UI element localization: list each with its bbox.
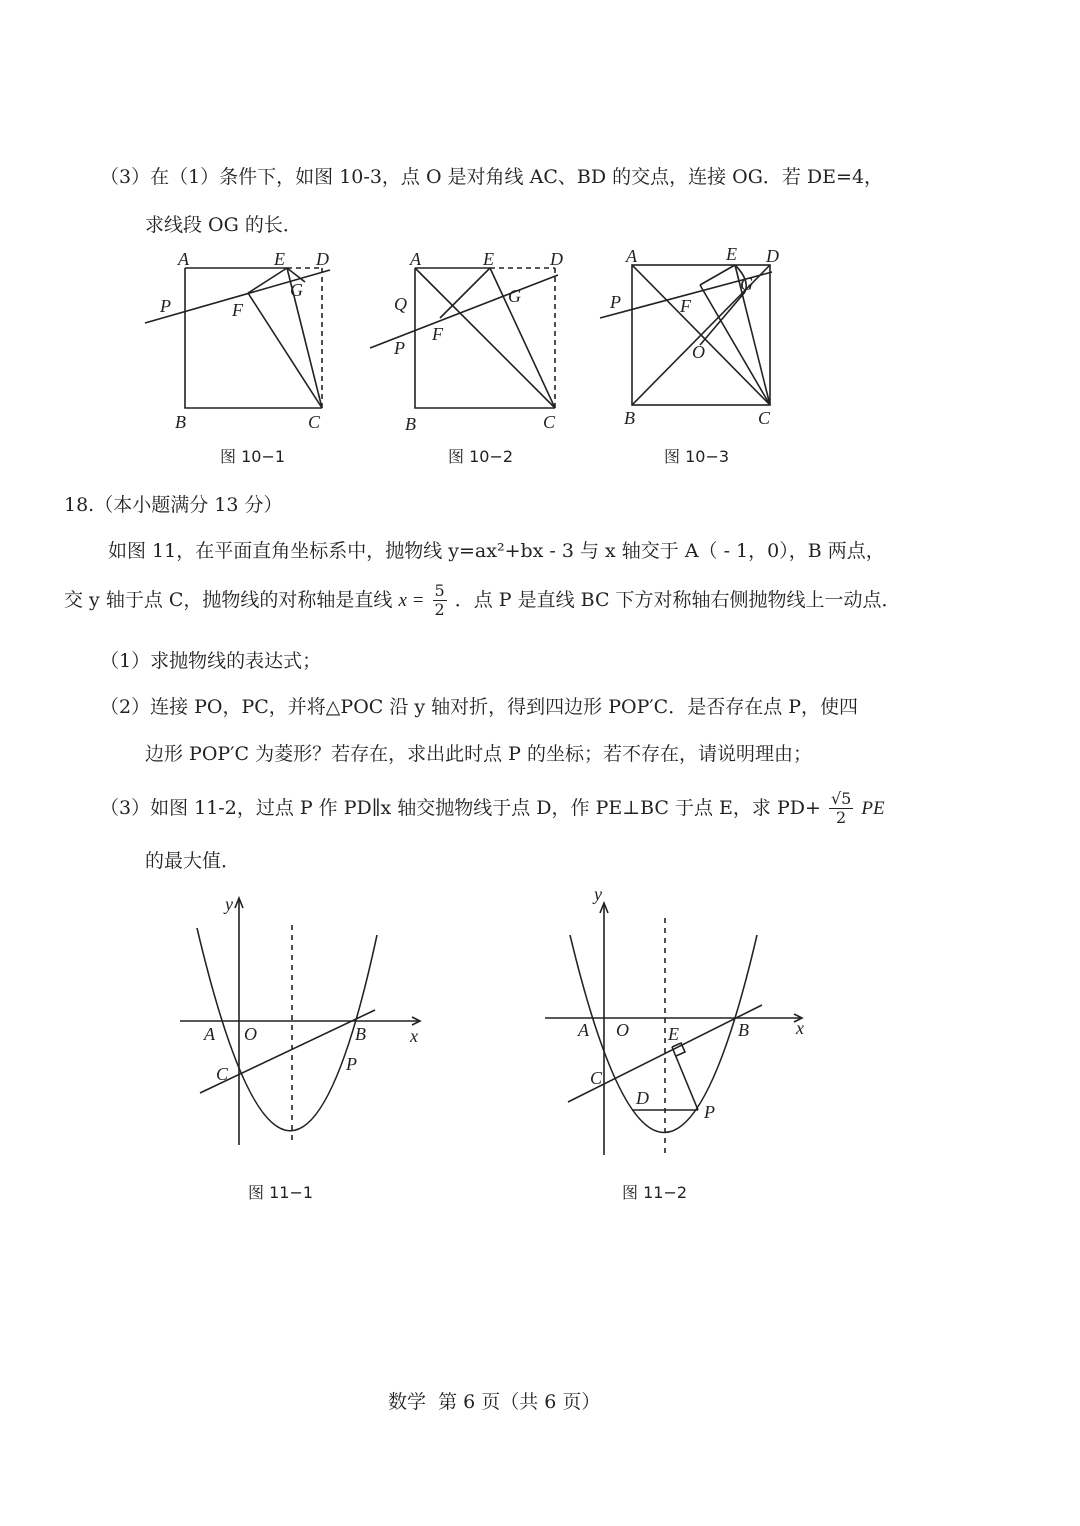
label-A: A — [178, 249, 189, 269]
label-B: B — [738, 1020, 749, 1040]
label-P: P — [346, 1054, 357, 1074]
label-B: B — [355, 1024, 366, 1044]
label-P: P — [610, 292, 621, 312]
label-C: C — [216, 1064, 229, 1084]
label-D: D — [766, 246, 779, 266]
label-O: O — [616, 1020, 629, 1040]
label-P: P — [704, 1102, 715, 1122]
label-D: D — [316, 249, 329, 269]
q18-part3-line2: 的最大值． — [145, 850, 241, 872]
caption-fig-11-1: 图 11−1 — [248, 1183, 314, 1202]
label-F: F — [680, 296, 691, 316]
q18-part3-line1-b: PE — [861, 797, 885, 819]
label-C: C — [308, 412, 321, 432]
fraction-5-over-2 — [433, 582, 447, 620]
q17-part3-line1: （3）在（1）条件下，如图 10-3，点 O 是对角线 AC、BD 的交点，连接 OG．若 DE=4， — [100, 166, 884, 188]
caption-fig-10-1: 图 10−1 — [220, 447, 286, 466]
label-y: y — [225, 894, 233, 914]
label-A: A — [626, 246, 637, 266]
label-A: A — [204, 1024, 215, 1044]
fraction-denominator: 2 — [836, 808, 847, 828]
label-x: x — [796, 1018, 804, 1038]
label-y: y — [594, 884, 602, 904]
fraction-denominator: 2 — [434, 600, 445, 620]
q18-part3-line1 — [100, 790, 885, 828]
label-C: C — [543, 412, 556, 432]
label-B: B — [405, 414, 416, 434]
caption-fig-10-2: 图 10−2 — [448, 447, 514, 466]
q17-part3-line2: 求线段 OG 的长． — [145, 214, 302, 236]
label-O: O — [692, 342, 705, 362]
fraction-sqrt5-over-2 — [829, 790, 853, 828]
q18-stem-line2 — [64, 582, 901, 620]
caption-fig-10-3: 图 10−3 — [664, 447, 730, 466]
figure-11-1 — [180, 898, 420, 1145]
q18-stem-line2-a: 交 y 轴于点 C，抛物线的对称轴是直线 — [64, 588, 393, 611]
label-C: C — [590, 1068, 603, 1088]
label-A: A — [410, 249, 421, 269]
label-P: P — [160, 296, 171, 316]
label-O: O — [244, 1024, 257, 1044]
label-D: D — [550, 249, 563, 269]
label-E: E — [726, 244, 737, 264]
label-E: E — [274, 249, 285, 269]
q18-part3-line1-a: （3）如图 11-2，过点 P 作 PD∥x 轴交抛物线于点 D，作 PE⊥BC 于点 E，求 PD+ — [100, 796, 821, 819]
caption-fig-11-2: 图 11−2 — [622, 1183, 688, 1202]
label-F: F — [432, 324, 443, 344]
label-G: G — [740, 274, 753, 294]
label-E: E — [668, 1024, 679, 1044]
label-P: P — [394, 338, 405, 358]
fraction-numerator: √5 — [830, 789, 852, 808]
q18-stem-line1: 如图 11，在平面直角坐标系中，抛物线 y=ax²+bx - 3 与 x 轴交于 A（ - 1，0），B 两点， — [108, 540, 885, 562]
label-C: C — [758, 408, 771, 428]
label-D: D — [636, 1088, 649, 1108]
label-A: A — [578, 1020, 589, 1040]
q18-axis-equation: x = — [398, 589, 425, 611]
label-F: F — [232, 300, 243, 320]
figure-10-diagrams — [0, 0, 1080, 480]
q18-part2-line2: 边形 POP′C 为菱形？若存在，求出此时点 P 的坐标；若不存在，请说明理由； — [145, 743, 812, 765]
label-B: B — [175, 412, 186, 432]
label-B: B — [624, 408, 635, 428]
q18-stem-line2-b: ．点 P 是直线 BC 下方对称轴右侧抛物线上一动点． — [454, 588, 901, 611]
fraction-numerator: 5 — [434, 581, 445, 600]
label-Q: Q — [394, 294, 407, 314]
label-G: G — [290, 280, 303, 300]
q18-part2-line1: （2）连接 PO，PC，并将△POC 沿 y 轴对折，得到四边形 POP′C．是否存在点 P，使四 — [100, 696, 859, 718]
label-E: E — [483, 249, 494, 269]
figure-11-2 — [545, 903, 802, 1155]
q18-header: 18.（本小题满分 13 分） — [64, 494, 283, 516]
label-G: G — [508, 286, 521, 306]
page-footer: 数学 第 6 页（共 6 页） — [388, 1391, 601, 1413]
q18-part1: （1）求抛物线的表达式； — [100, 650, 322, 672]
label-x: x — [410, 1026, 418, 1046]
